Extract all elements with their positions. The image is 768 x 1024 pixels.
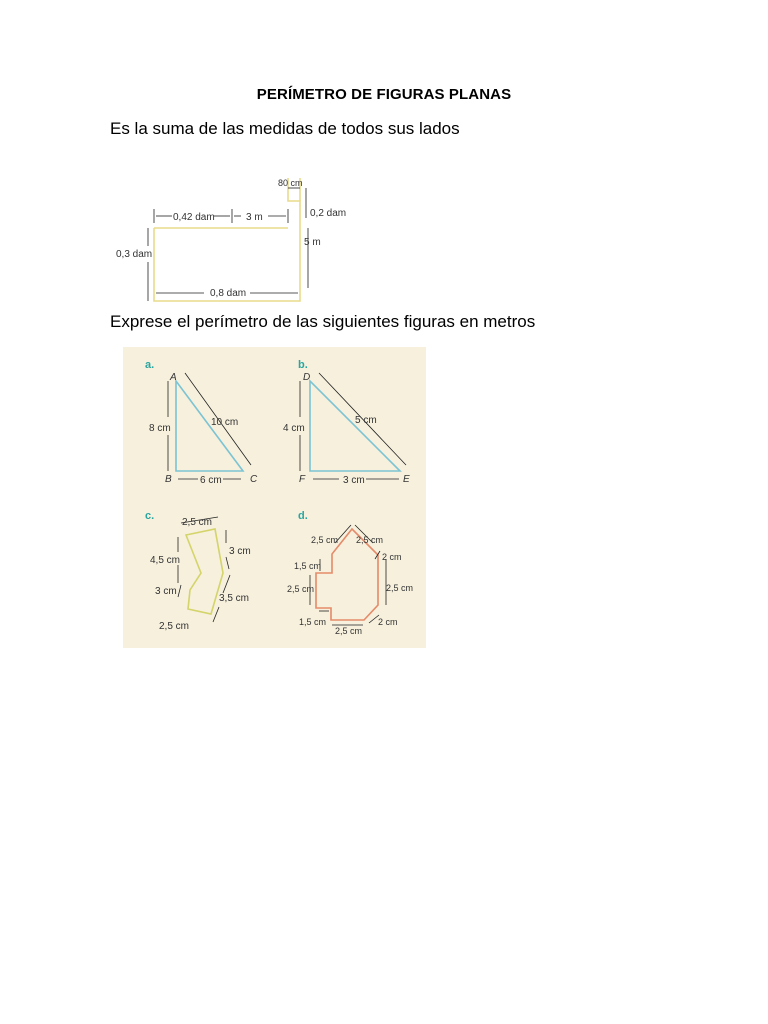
bottom-dim-label: 0,8 dam [210, 288, 247, 299]
l-shape-figure [110, 170, 360, 304]
exercise-figures [123, 347, 426, 648]
figure-d-foot: 1,5 cm [299, 617, 327, 627]
figure-d-upper-right: 2 cm [382, 552, 402, 562]
left-dim-label: 0,3 dam [116, 249, 153, 260]
figure-b-hyp: 5 cm [355, 415, 377, 426]
figure-c-bottom: 2,5 cm [159, 621, 190, 632]
figure-b-leg: 4 cm [283, 423, 305, 434]
figure-c-right-lower: 3,5 cm [219, 593, 250, 604]
figure-d-letter: d. [298, 510, 308, 522]
vertex-c: C [250, 474, 258, 485]
notch-width-label: 80 cm [278, 178, 303, 188]
figure-d-lower-right: 2 cm [378, 617, 398, 627]
figure-c-right-upper: 3 cm [229, 546, 251, 557]
figure-a-base: 6 cm [200, 475, 222, 486]
figure-a-hyp: 10 cm [211, 417, 239, 428]
figure-d-roof-left: 2,5 cm [311, 535, 339, 545]
top-left-dim-label: 0,42 dam [173, 212, 215, 223]
figure-d-step: 1,5 cm [294, 561, 322, 571]
vertex-d: D [303, 372, 311, 383]
l-shape-outline [154, 178, 300, 301]
vertex-a: A [170, 372, 177, 383]
vertex-e: E [403, 474, 410, 485]
figure-a-letter: a. [145, 359, 155, 371]
instruction-text: Exprese el perímetro de las siguientes figuras en metros [110, 312, 536, 331]
notch-height-label: 0,2 dam [310, 208, 347, 219]
figure-b-letter: b. [298, 359, 308, 371]
right-dim-label: 5 m [304, 237, 321, 248]
definition-text: Es la suma de las medidas de todos sus lados [110, 119, 460, 138]
figure-d-bottom: 2,5 cm [335, 626, 363, 636]
exercise-background [123, 347, 426, 648]
figure-b-base: 3 cm [343, 475, 365, 486]
page-title: PERÍMETRO DE FIGURAS PLANAS [256, 86, 512, 103]
figure-c-letter: c. [145, 510, 155, 522]
figure-c-top: 2,5 cm [182, 517, 213, 528]
top-mid-dim-label: 3 m [246, 212, 263, 223]
figure-d-roof-right: 2,5 cm [356, 535, 384, 545]
figure-d-left: 2,5 cm [287, 584, 315, 594]
figure-a-leg: 8 cm [149, 423, 171, 434]
figure-d-right: 2,5 cm [386, 583, 414, 593]
vertex-f: F [299, 474, 306, 485]
figure-c-left-upper: 4,5 cm [150, 555, 181, 566]
figure-c-left-lower: 3 cm [155, 586, 177, 597]
vertex-b: B [165, 474, 172, 485]
